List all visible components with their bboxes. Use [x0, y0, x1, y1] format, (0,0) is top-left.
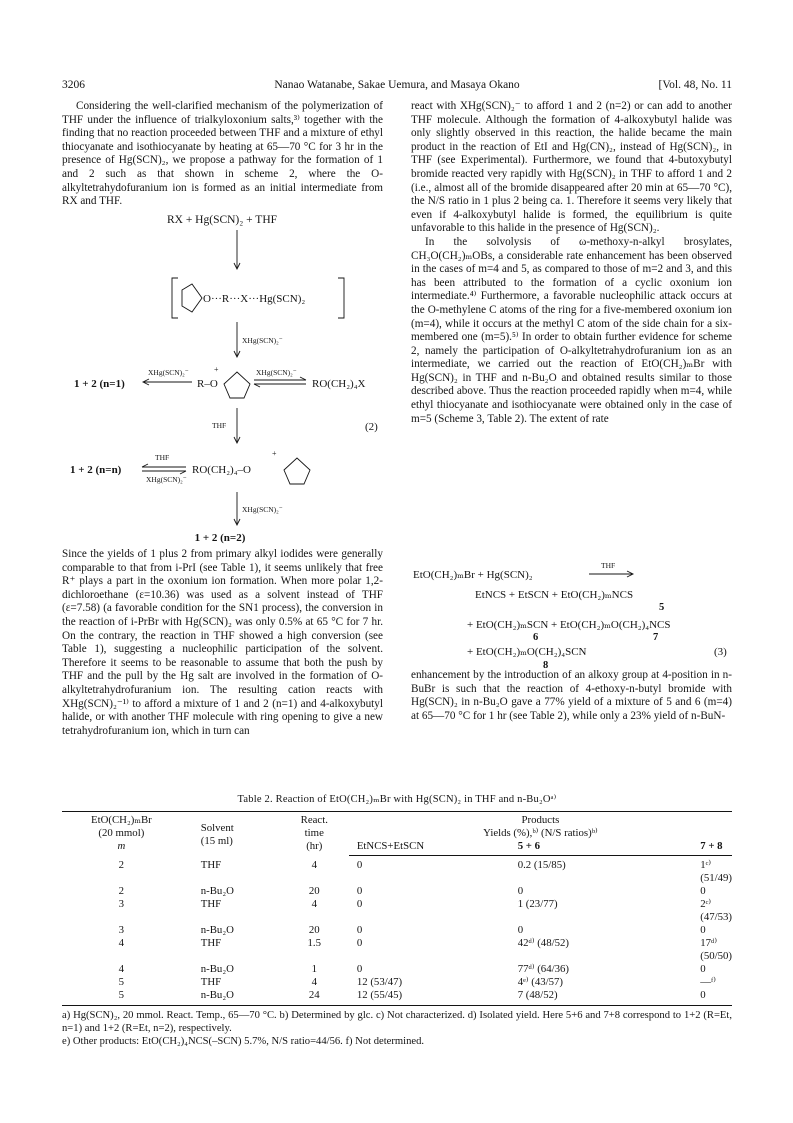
table-row	[62, 898, 732, 924]
cell-solvent: THF	[200, 937, 222, 949]
right-paragraph-1: react with XHg(SCN)₂⁻ to afford 1 and 2 (n=2) or can add to another THF molecule. Although the formation of 4-alkoxybutyl halide was only slightly observed in this reaction, the halide became the main product in the reaction of EtI and Hg(CN)₂, instead of Hg(SCN)₂, in THF (see Experimental). Furthermore, we found that 4-butoxybutyl bromide reacted very rapidly with Hg(SCN)₂ in THF to afford 1 and 2 (i.e., almost all of the bromide disappeared after 20 min at 65—70 °C), the N/S ratio in 1 plus 2 being ca. 1. Therefore it seems very likely that even if 4-alkoxybutyl halide is formed, the equilibrium is quite unfavorable to this halide in the presence of Hg(SCN)₂.	[411, 100, 732, 235]
cell-time: 1.5	[307, 937, 322, 949]
scheme2-left-product: 1 + 2 (n=1)	[74, 378, 125, 390]
scheme3-reactants: EtO(CH₂)ₘBr + Hg(SCN)₂	[413, 569, 533, 581]
thf-ring-chain	[284, 458, 310, 484]
col-header-time-a: React.	[300, 814, 328, 826]
scheme2-chain-ion: RO(CH₂)₄–O	[192, 464, 252, 476]
scheme3-label-7: 7	[653, 632, 659, 643]
cell-solvent: n-Bu₂O	[200, 885, 234, 897]
cell-etncs: 12 (55/45)	[349, 989, 476, 1006]
cell-etncs: 0	[356, 924, 363, 936]
col-header-products	[349, 812, 732, 841]
scheme2-oxonium-r: R–O	[197, 378, 218, 390]
col-header-etncs: EtNCS+EtSCN	[349, 840, 476, 856]
table-2-footnote-1: a) Hg(SCN)₂, 20 mmol. React. Temp., 65—70 °C. b) Determined by glc. c) Not characterized. d) Isolated yield. Here 5+6 and 7+8 correspond to 1+2 (R=Et, n=1) and 1+2 (R=Et, n=2), respectively.	[62, 1010, 732, 1035]
cell-m: 5	[62, 989, 181, 1006]
scheme-2	[62, 212, 383, 548]
cell-etncs: 12 (53/47)	[356, 976, 403, 988]
cell-time: 4	[311, 898, 317, 910]
table-row	[62, 885, 732, 898]
cell-5-6: 0	[517, 924, 524, 936]
cell-m: 5	[118, 976, 125, 988]
col-header-time-b: time	[304, 827, 324, 839]
col-header-m	[62, 812, 181, 856]
scheme3-arrow-label: THF	[601, 561, 616, 570]
volume-info: [Vol. 48, No. 11	[658, 79, 732, 91]
table-2-title: Table 2. Reaction of EtO(CH₂)ₘBr with Hg(SCN)₂ in THF and n-Bu₂Oᵃ⁾	[237, 794, 557, 805]
cell-solvent: n-Bu₂O	[200, 924, 234, 936]
col-header-products-b: Yields (%),ᵇ⁾ (N/S ratios)ᵇ⁾	[483, 827, 598, 839]
page-header	[62, 79, 732, 95]
right-column-bottom	[411, 669, 732, 723]
col-header-time	[280, 812, 349, 856]
cell-etncs: 0	[356, 963, 363, 975]
cell-5-6: 0	[517, 885, 524, 897]
col-header-products-a: Products	[521, 814, 560, 826]
complex-bracket-left	[172, 278, 178, 318]
scheme2-thf-bottom-label: XHg(SCN)₂⁻	[146, 475, 187, 484]
col-header-time-c: (hr)	[306, 840, 323, 852]
cell-etncs: 0	[356, 937, 363, 949]
thf-ring-oxonium	[224, 372, 250, 398]
cell-time: 20	[308, 885, 320, 897]
table-2-footnote-2: e) Other products: EtO(CH₂)₄NCS(–SCN) 5.7%, N/S ratio=44/56. f) Not determined.	[62, 1036, 425, 1048]
col-header-solvent-b: (15 ml)	[200, 835, 233, 847]
scheme2-left-arrow-label: XHg(SCN)₂⁻	[148, 368, 189, 377]
cell-7-8: 1ᶜ⁾ (51/49)	[700, 859, 733, 884]
cell-5-6: 7 (48/52)	[476, 989, 666, 1006]
right-paragraph-2: In the solvolysis of ω-methoxy-n-alkyl brosylates, CH₃O(CH₂)ₘOBs, a considerable rate enhancement has been observed in the cases of m=4 and 5, as compared to those of m=2 and 3, and this has been attributed to the formation of a cyclic oxonium ion intermediate.⁴⁾ Furthermore, a favorable nucleophilic attack occurs at the O-methylene C atoms of the ring for a five-membered oxonium ion (m=4), while it occurs at the methyl C atom of the side chain for a six-membered one (m=5).⁵⁾ In order to obtain further evidence for scheme 2, namely the participation of O-alkyltetrahydrofuranium ion as an intermediate, we carried out the reaction of EtO(CH₂)ₘBr with Hg(SCN)₂ in THF and n-Bu₂O and obtained results similar to those described above. Thus the reaction proceeded rapidly when m=4, while ethyl thiocyanate and isothiocyanate were obtained only in the case of m=5 (Scheme 3, Table 2). The extent of rate	[411, 235, 732, 425]
cell-7-8: 17ᵈ⁾ (50/50)	[700, 937, 733, 962]
cell-5-6: 42ᵈ⁾ (48/52)	[517, 937, 569, 949]
cell-time: 4	[311, 976, 317, 988]
cell-7-8: 0	[665, 989, 732, 1006]
col-header-solvent	[181, 812, 280, 856]
cell-solvent: n-Bu₂O	[181, 989, 280, 1006]
scheme2-eq-arrowhead-forward	[300, 377, 306, 380]
cell-solvent: THF	[200, 858, 222, 871]
col-header-solvent-a: Solvent	[200, 822, 234, 834]
scheme2-right-product: RO(CH₂)₄X	[312, 378, 366, 390]
cell-solvent: THF	[200, 898, 222, 910]
cell-solvent: THF	[200, 976, 222, 988]
scheme3-line2: EtNCS + EtSCN + EtO(CH₂)ₘNCS	[475, 589, 634, 601]
thf-ring-complex	[182, 284, 202, 312]
table-2-grid	[62, 811, 732, 1006]
left-paragraph-1: Considering the well-clarified mechanism of the polymerization of THF under the influence of trialkyloxonium salts,³⁾ together with the finding that no reaction proceeded between THF and a mixture of ethyl thiocyanate and isothiocyanate by heating at 65—70 °C for 3 hr in the presence of Hg(SCN)₂, we propose a pathway for the formation of 1 and 2 such as that shown in scheme 2, where the O-alkyltetrahydofuranium ion is formed as an initial intermediate from RX and THF.	[62, 100, 383, 208]
scheme2-arrow1-label: XHg(SCN)₂⁻	[242, 336, 283, 345]
scheme3-eq-number: (3)	[714, 646, 727, 658]
scheme2-oxonium-plus: +	[214, 365, 219, 374]
cell-solvent: n-Bu₂O	[200, 963, 234, 975]
scheme2-top: RX + Hg(SCN)₂ + THF	[166, 214, 278, 226]
running-authors: Nanao Watanabe, Sakae Uemura, and Masaya Okano	[274, 79, 520, 91]
scheme2-eq-number: (2)	[365, 421, 378, 433]
cell-m: 4	[118, 937, 125, 949]
cell-m: 2	[118, 885, 125, 897]
cell-5-6: 1 (23/77)	[517, 898, 558, 910]
left-column-top	[62, 100, 383, 209]
cell-7-8: 0	[700, 963, 706, 975]
scheme2-left-product-2: 1 + 2 (n=n)	[70, 464, 122, 476]
cell-7-8: 0	[700, 885, 706, 897]
scheme2-eq2-arrowhead-forward	[142, 464, 148, 467]
cell-5-6: 4ᵉ⁾ (43/57)	[517, 976, 564, 988]
scheme2-complex: O···R···X···Hg(SCN)₂	[203, 293, 306, 305]
col-header-m-a: EtO(CH₂)ₘBr	[90, 814, 152, 826]
scheme2-eq2-arrowhead-back	[180, 471, 186, 474]
scheme2-chain-plus: +	[272, 449, 277, 458]
scheme3-label-6: 6	[533, 632, 539, 643]
cell-m: 3	[118, 898, 125, 910]
cell-etncs: 0	[356, 898, 363, 910]
scheme3-line4: + EtO(CH₂)ₘO(CH₂)₄SCN	[467, 646, 587, 658]
col-header-7-8: 7 + 8	[665, 840, 732, 856]
cell-time: 24	[280, 989, 349, 1006]
cell-m: 4	[118, 963, 125, 975]
scheme2-thf-top-label: THF	[155, 453, 170, 462]
right-column-top	[411, 100, 732, 426]
table-row	[62, 976, 732, 989]
scheme2-bottom: 1 + 2 (n=2)	[194, 532, 246, 544]
scheme-3	[411, 558, 732, 670]
cell-time: 1	[311, 963, 317, 975]
table-row	[62, 963, 732, 976]
page-number: 3206	[62, 79, 85, 91]
cell-m: 3	[118, 924, 125, 936]
cell-m: 2	[118, 858, 125, 871]
cell-etncs: 0	[356, 885, 363, 897]
scheme2-eq-arrow-label: XHg(SCN)₂⁻	[256, 368, 297, 377]
cell-time: 4	[311, 858, 317, 871]
col-header-5-6: 5 + 6	[476, 840, 666, 856]
right-paragraph-3: enhancement by the introduction of an alkoxy group at 4-position in n-BuBr is such that the reaction of 4-ethoxy-n-butyl bromide with Hg(SCN)₂ in n-Bu₂O gave a 77% yield of a mixture of 5 and 6 (m=4) at 65—70 °C for 1 hr (see Table 2), while only a 23% yield of n-BuN-	[411, 669, 732, 722]
cell-etncs: 0	[356, 859, 363, 871]
cell-5-6: 0.2 (15/85)	[517, 859, 566, 871]
col-header-m-c: m	[117, 840, 126, 852]
left-paragraph-2: Since the yields of 1 plus 2 from primary alkyl iodides were generally comparable to that from i-PrI (see Table 1), it seems unlikely that free R⁺ plays a part in the oxonium ion formation. When more polar 1,2-dichloroethane (ε=10.36) was used as a solvent instead of THF (ε=7.58) (a favorable condition for the SN1 process), the conversion in the reaction of i-PrBr with Hg(SCN)₂ was only 0.5% at 65 °C for 7 hr. On the contrary, the reaction in THF showed a high conversion (see Table 1), suggesting a nucleophilic participation of the solvent. Therefore it seems to be reasonable to assume that both the push by THF and the pull by the Hg salt are involved in the formation of O-alkyltetrahydrofuranium ion. The resulting cation reacts with XHg(SCN)₂⁻¹⁾ to afford a mixture of 1 and 2 (n=1) and 4-alkoxybutyl halide, or with another THF molecule with ring opening to give a new tetrahydrofuranium ion, which in turn can	[62, 548, 383, 737]
table-row	[62, 937, 732, 963]
cell-7-8: 2ᶜ⁾ (47/53)	[700, 898, 733, 923]
cell-7-8: —ᶠ⁾	[700, 976, 716, 988]
scheme2-eq-arrowhead-back	[254, 384, 260, 387]
scheme3-line3: + EtO(CH₂)ₘSCN + EtO(CH₂)ₘO(CH₂)₄NCS	[467, 619, 671, 631]
col-header-m-b: (20 mmol)	[98, 827, 145, 839]
scheme2-arrow3-label: XHg(SCN)₂⁻	[242, 505, 283, 514]
scheme2-thf-label: THF	[212, 421, 227, 430]
table-row	[62, 989, 732, 1006]
table-row	[62, 856, 732, 886]
scheme3-label-8: 8	[543, 660, 549, 670]
scheme3-label-5: 5	[659, 602, 665, 613]
cell-time: 20	[308, 924, 320, 936]
cell-7-8: 0	[700, 924, 706, 936]
table-2	[62, 793, 732, 1049]
table-row	[62, 924, 732, 937]
cell-5-6: 77ᵈ⁾ (64/36)	[517, 963, 569, 975]
left-column-bottom	[62, 548, 383, 738]
complex-bracket-right	[338, 278, 344, 318]
